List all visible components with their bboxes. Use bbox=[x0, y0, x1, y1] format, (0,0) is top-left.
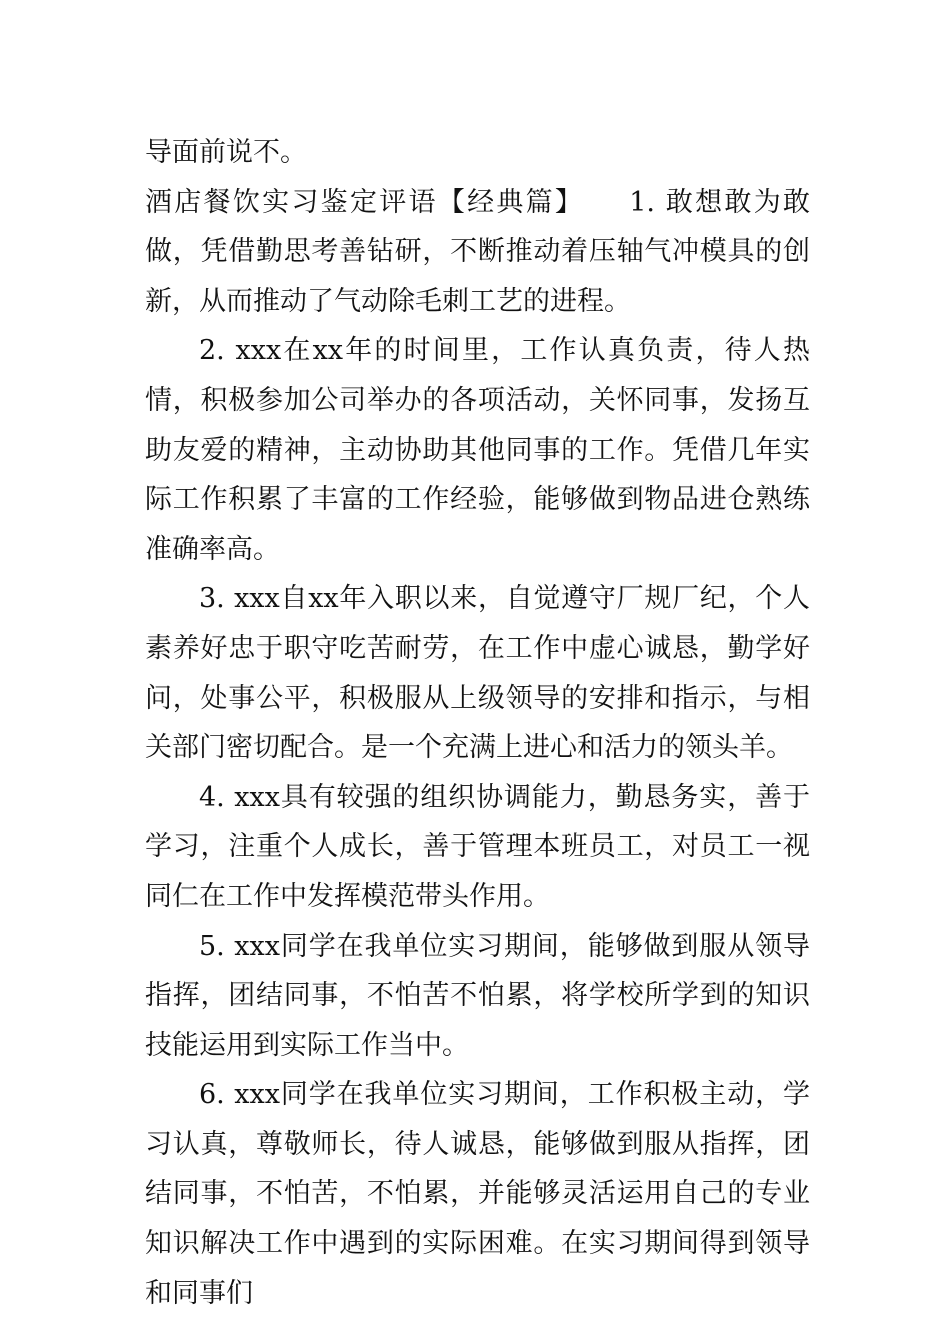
paragraph-item-5: 5. xxx同学在我单位实习期间，能够做到服从领导指挥，团结同事，不怕苦不怕累，将学校所学到的知识技能运用到实际工作当中。 bbox=[145, 930, 810, 1061]
document-body bbox=[145, 128, 810, 1318]
paragraph-heading-item-1: 酒店餐饮实习鉴定评语【经典篇】 1. 敢想敢为敢做，凭借勤思考善钻研，不断推动着压轴气冲模具的创新，从而推动了气动除毛刺工艺的进程。 bbox=[145, 186, 810, 317]
paragraph-item-3: 3. xxx自xx年入职以来，自觉遵守厂规厂纪，个人素养好忠于职守吃苦耐劳，在工作中虚心诚恳，勤学好问，处事公平，积极服从上级领导的安排和指示，与相关部门密切配合。是一个充满上进心和活力的领头羊。 bbox=[145, 583, 810, 764]
paragraph-item-6: 6. xxx同学在我单位实习期间，工作积极主动，学习认真，尊敬师长，待人诚恳，能够做到服从指挥，团结同事，不怕苦，不怕累，并能够灵活运用自己的专业知识解决工作中遇到的实际困难。在实习期间得到领导和同事们 bbox=[145, 1079, 810, 1309]
paragraph-continuation: 导面前说不。 bbox=[145, 137, 307, 168]
paragraph-item-4: 4. xxx具有较强的组织协调能力，勤恳务实，善于学习，注重个人成长，善于管理本班员工，对员工一视同仁在工作中发挥模范带头作用。 bbox=[145, 781, 810, 912]
paragraph-item-2: 2. xxx在xx年的时间里，工作认真负责，待人热情，积极参加公司举办的各项活动，关怀同事，发扬互助友爱的精神，主动协助其他同事的工作。凭借几年实际工作积累了丰富的工作经验，能够做到物品进仓熟练准确率高。 bbox=[145, 335, 810, 565]
